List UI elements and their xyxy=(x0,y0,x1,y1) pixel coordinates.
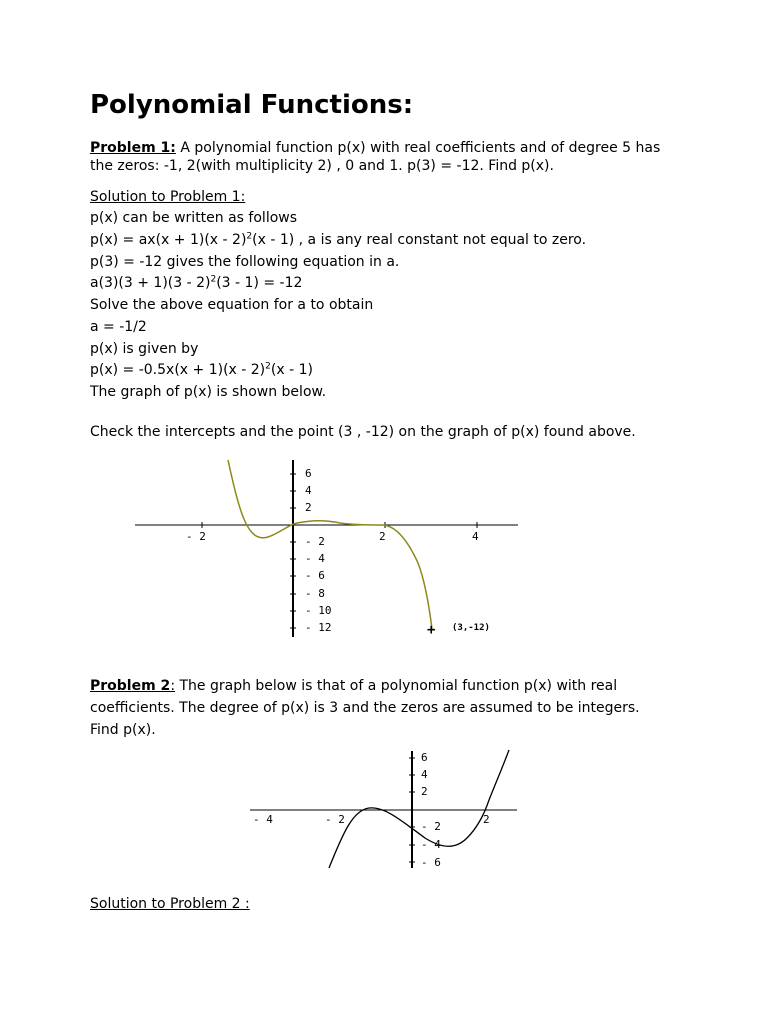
solution1-line8-exponent: 2 xyxy=(265,361,271,372)
problem1-label: Problem 1: xyxy=(90,140,176,156)
solution1-line8-a: p(x) = -0.5x(x + 1)(x - 2) xyxy=(90,362,266,378)
graph1-y-tick-label: 6 xyxy=(305,467,312,480)
problem2-text-line2: coefficients. The degree of p(x) is 3 and the zeros are assumed to be integers. xyxy=(90,700,640,716)
graph1-x-tick-label: - 2 xyxy=(186,530,206,543)
solution1-line5: Solve the above equation for a to obtain xyxy=(90,297,374,313)
solution1-line2-b: (x - 1) , a is any real constant not equal to zero. xyxy=(252,232,587,248)
graph1-y-tick-label: - 6 xyxy=(305,569,325,582)
page-title: Polynomial Functions: xyxy=(90,90,414,120)
graph1-y-tick-label: - 10 xyxy=(305,604,332,617)
solution1-line8-b: (x - 1) xyxy=(270,362,313,378)
graph1-point-label: (3,-12) xyxy=(452,623,490,633)
graph2-figure xyxy=(245,748,525,870)
graph1-y-tick-label: - 4 xyxy=(305,552,325,565)
graph1-y-tick-label: - 8 xyxy=(305,587,325,600)
solution1-line10: Check the intercepts and the point (3 , -12) on the graph of p(x) found above. xyxy=(90,424,636,440)
graph2-x-tick-label: - 4 xyxy=(253,813,273,826)
solution1-line9: The graph of p(x) is shown below. xyxy=(90,384,327,400)
solution1-line7: p(x) is given by xyxy=(90,341,199,357)
graph2-curve xyxy=(329,750,509,868)
problem2-statement xyxy=(90,675,690,741)
graph1-point-marker: + xyxy=(427,622,436,638)
solution1-line1: p(x) can be written as follows xyxy=(90,210,298,226)
graph1-figure xyxy=(130,455,530,640)
solution1-line3: p(3) = -12 gives the following equation in a. xyxy=(90,254,400,270)
problem1-text-line1: A polynomial function p(x) with real coefficients and of degree 5 has xyxy=(175,140,661,156)
graph2-y-tick-label: - 4 xyxy=(421,838,441,851)
solution1-line2-exponent: 2 xyxy=(246,231,253,242)
graph1-y-tick-label: - 12 xyxy=(305,621,332,634)
solution1-line8 xyxy=(90,362,313,378)
solution1-line4-exponent: 2 xyxy=(210,274,217,285)
solution1-line6: a = -1/2 xyxy=(90,319,147,335)
solution1-heading: Solution to Problem 1: xyxy=(90,189,246,205)
problem2-text-line3: Find p(x). xyxy=(90,722,156,738)
problem2-label-colon: : xyxy=(170,678,176,694)
graph1-y-tick-label: 4 xyxy=(305,484,312,497)
solution1-line4-b: (3 - 1) = -12 xyxy=(216,275,303,291)
graph1-x-tick-label: 4 xyxy=(472,530,479,543)
graph1-y-tick-label: - 2 xyxy=(305,535,325,548)
graph1-x-tick-label: 2 xyxy=(379,530,386,543)
solution1-line2 xyxy=(90,232,586,248)
graph2-x-tick-label: 2 xyxy=(483,813,490,826)
graph2-x-tick-label: - 2 xyxy=(325,813,345,826)
graph2-y-tick-label: - 6 xyxy=(421,856,441,869)
solution1-line2-a: p(x) = ax(x + 1)(x - 2) xyxy=(90,232,247,248)
graph2-y-tick-label: - 2 xyxy=(421,820,441,833)
solution1-line4-a: a(3)(3 + 1)(3 - 2) xyxy=(90,275,211,291)
solution2-heading: Solution to Problem 2 : xyxy=(90,896,250,912)
graph2-y-tick-label: 2 xyxy=(421,785,428,798)
problem1-text-line2: the zeros: -1, 2(with multiplicity 2) , 0 and 1. p(3) = -12. Find p(x). xyxy=(90,158,554,174)
graph2-y-tick-label: 4 xyxy=(421,768,428,781)
problem1-statement xyxy=(90,139,690,175)
problem2-text-line1: The graph below is that of a polynomial function p(x) with real xyxy=(175,678,618,694)
graph1-y-tick-label: 2 xyxy=(305,501,312,514)
solution1-line4 xyxy=(90,275,302,291)
graph2-y-tick-label: 6 xyxy=(421,751,428,764)
graph1-y-ticks xyxy=(290,467,332,634)
problem2-label: Problem 2 xyxy=(90,678,171,694)
